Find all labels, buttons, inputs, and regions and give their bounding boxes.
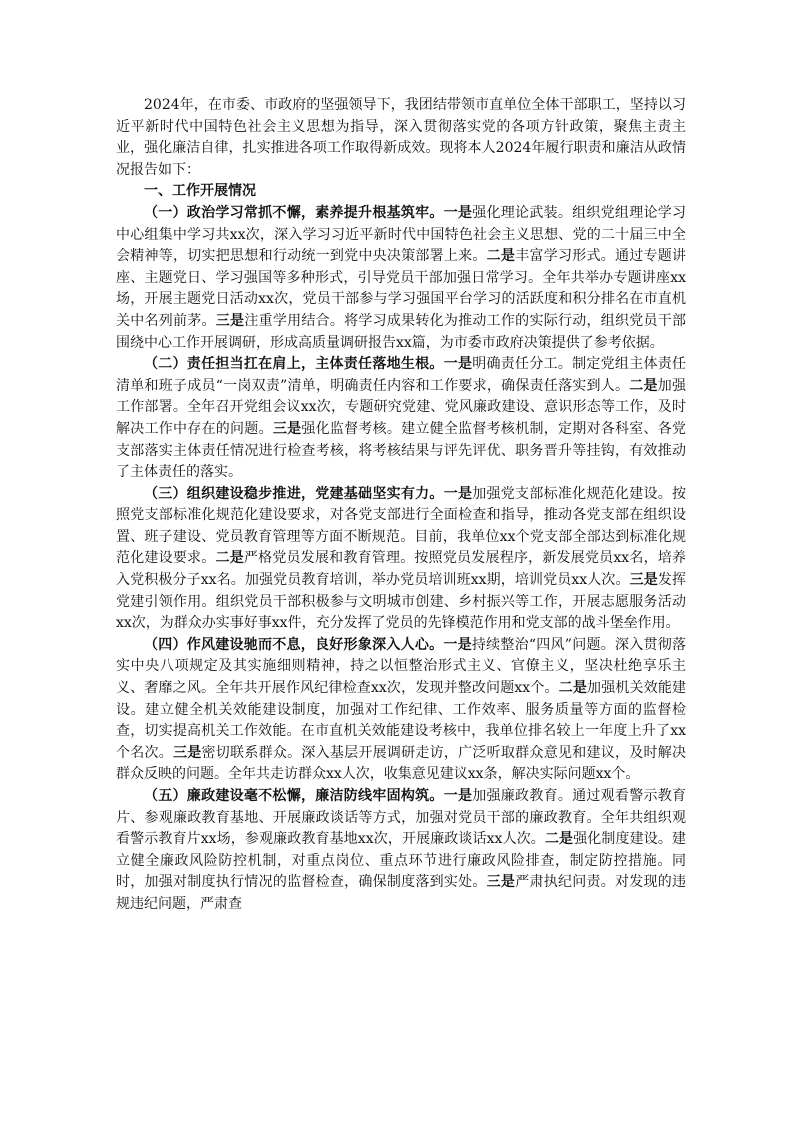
point-lead: 一是 — [443, 788, 473, 804]
point-text: 注重学用结合。将学习成果转化为推动工作的实际行动，组织党员干部围绕中心工作开展调研，形成高质量调研报告xx篇，为市委市政府决策提供了参考依据。 — [116, 312, 687, 351]
section-title: （二）责任担当扛在肩上，主体责任落地生根。 — [144, 356, 444, 373]
section-paragraph-5 — [116, 786, 686, 916]
point-lead: 三是 — [486, 874, 516, 891]
intro-paragraph: 2024年，在市委、市政府的坚强领导下，我团结带领市直单位全体干部职工，坚持以习近平新时代中国特色社会主义思想为指导，深入贯彻落实党的各项方针政策，聚焦主责主业，强化廉洁自律，扎实推进各项工作取得新成效。现将本人2024年履行职责和廉洁从政情况报告如下： — [116, 97, 686, 178]
point-lead: 二是 — [486, 248, 516, 265]
point-lead: 二是 — [215, 550, 244, 567]
point-text: 强化理论武装。组织党组理论学习中心组集中学习共xx次，深入学习习近平新时代中国特色社会主义思想、党的二十届三中全会精神等，切实把思想和行动统一到党中央决策部署上来。 — [116, 204, 687, 265]
section-title: （五）廉政建设毫不松懈，廉洁防线牢固构筑。 — [144, 788, 444, 804]
section-paragraph-2 — [116, 354, 686, 484]
point-text: 加强党支部标准化规范化建设。按照党支部标准化规范化建设要求，对各党支部进行全面检查和指导，推动各党支部在组织设置、班子建设、党员教育管理等方面不断规范。目前，我单位xx个党支部全部达到标准化规范化建设要求。 — [116, 485, 687, 567]
point-lead: 二是 — [544, 831, 574, 848]
document-page — [116, 95, 686, 916]
section-title: （一）政治学习常抓不懈，素养提升根基筑牢。 — [144, 204, 444, 221]
point-lead: 二是 — [558, 680, 588, 697]
section-title: （三）组织建设稳步推进，党建基础坚实有力。 — [144, 485, 444, 502]
point-text: 加强工作部署。全年召开党组会议xx次，专题研究党建、党风廉政建设、意识形态等工作，及时解决工作中存在的问题。 — [116, 377, 687, 437]
point-lead: 一是 — [443, 204, 473, 221]
point-lead: 三是 — [215, 312, 245, 329]
point-text: 发挥党建引领作用。组织党员干部积极参与文明城市创建、乡村振兴等工作，开展志愿服务活动xx次，为群众办实事好事xx件，充分发挥了党员的先锋模范作用和党支部的战斗堡垒作用。 — [116, 572, 687, 632]
point-text: 加强廉政教育。通过观看警示教育片、参观廉政教育基地、开展廉政谈话等方式，加强对党员干部的廉政教育。全年共组织观看警示教育片xx场，参观廉政教育基地xx次，开展廉政谈话xx人次。 — [116, 788, 687, 848]
point-lead: 一是 — [443, 485, 473, 502]
point-text: 强化制度建设。建立健全廉政风险防控机制，对重点岗位、重点环节进行廉政风险排查，制定防控措施。同时，加强对制度执行情况的监督检查，确保制度落到实处。 — [116, 831, 687, 891]
point-text: 丰富学习形式。通过专题讲座、主题党日、学习强国等多种形式，引导党员干部加强日常学习。全年共举办专题讲座xx场，开展主题党日活动xx次，党员干部参与学习强国平台学习的活跃度和积分排名在市直机关中名列前茅。 — [116, 248, 687, 329]
section-paragraph-1 — [116, 203, 686, 354]
section-paragraph-3 — [116, 484, 686, 635]
point-text: 强化监督考核。建立健全监督考核机制，定期对各科室、各党支部落实主体责任情况进行检查考核，将考核结果与评先评优、职务晋升等挂钩，有效推动了主体责任的落实。 — [116, 420, 687, 481]
point-lead: 三是 — [272, 420, 302, 437]
point-text: 加强机关效能建设。建立健全机关效能建设制度，加强对工作纪律、工作效率、服务质量等方面的监督检查，切实提高机关工作效能。在市直机关效能建设考核中，我单位排名较上一年度上升了xx个名次。 — [116, 680, 687, 761]
point-text: 明确责任分工。制定党组主体责任清单和班子成员“一岗双责”清单，明确责任内容和工作要求，确保责任落实到人。 — [116, 356, 687, 394]
section-title: （四）作风建设驰而不息，良好形象深入人心。 — [144, 636, 444, 653]
point-lead: 二是 — [629, 377, 658, 394]
section-paragraph-4 — [116, 635, 686, 786]
section-heading: 一、工作开展情况 — [144, 183, 256, 200]
point-text: 持续整治“四风”问题。深入贯彻落实中央八项规定及其实施细则精神，持之以恒整治形式主义、官僚主义，坚决杜绝享乐主义、奢靡之风。全年共开展作风纪律检查xx次，发现并整改问题xx个。 — [116, 636, 686, 697]
point-text: 严格党员发展和教育管理。按照党员发展程序，新发展党员xx名，培养入党积极分子xx名。加强党员教育培训，举办党员培训班xx期，培训党员xx人次。 — [116, 550, 687, 589]
point-lead: 一是 — [443, 356, 473, 373]
point-lead: 三是 — [629, 572, 658, 589]
point-text: 严肃执纪问责。对发现的违规违纪问题，严肃查 — [116, 874, 687, 912]
point-text: 密切联系群众。深入基层开展调研走访，广泛听取群众意见和建议，及时解决群众反映的问题。全年共走访群众xx人次，收集意见建议xx条，解决实际问题xx个。 — [116, 744, 687, 783]
point-lead: 三是 — [173, 744, 202, 761]
point-lead: 一是 — [443, 636, 472, 653]
